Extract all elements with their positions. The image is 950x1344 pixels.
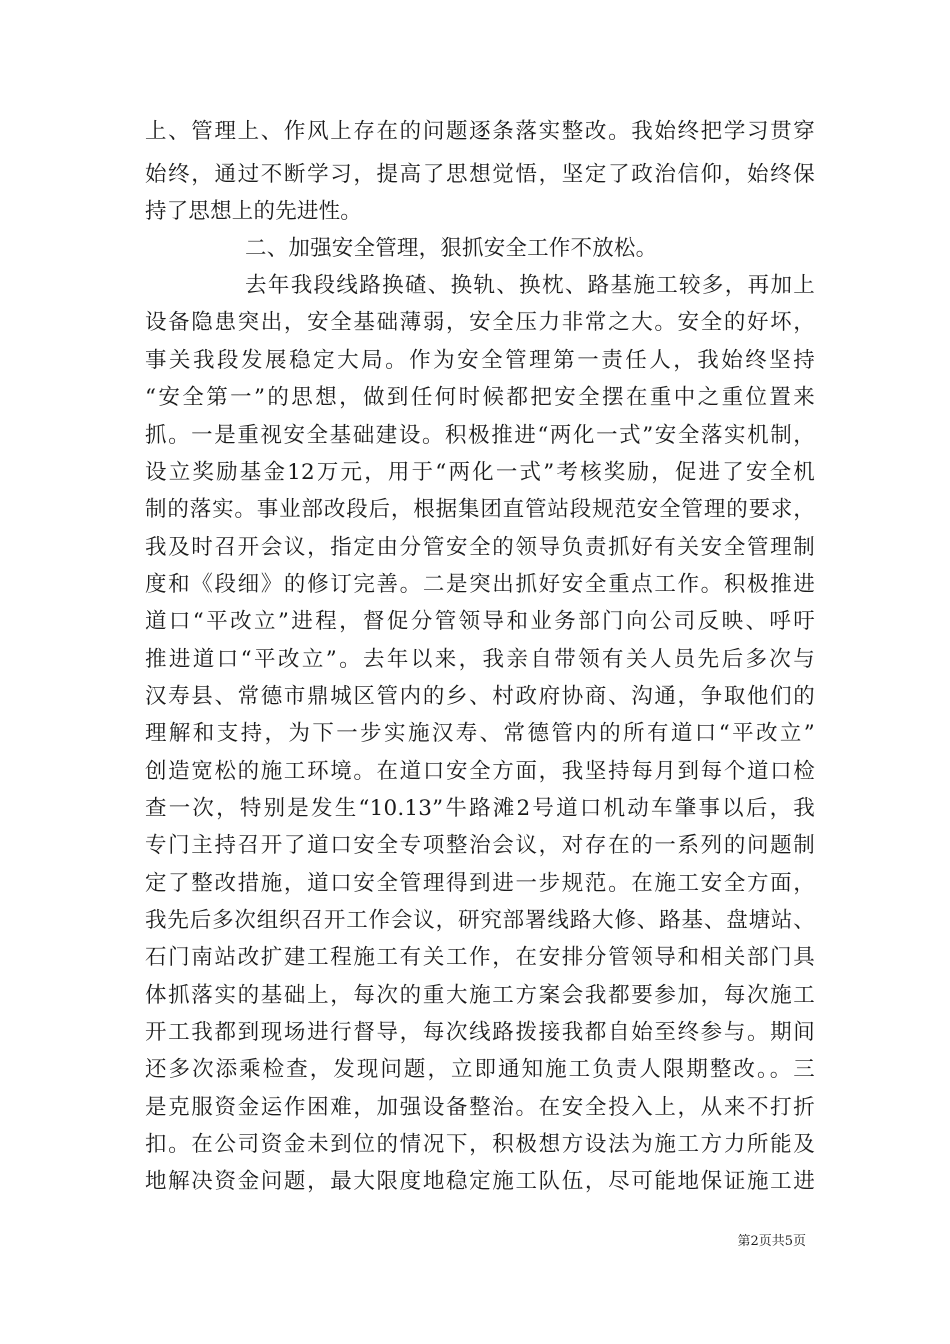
text-line: 推进道口“平改立”。去年以来，我亲自带领有关人员先后多次与	[145, 647, 815, 672]
text-line: 始终，通过不断学习，提高了思想觉悟，坚定了政治信仰，始终保	[145, 162, 815, 187]
text-line: 理解和支持，为下一步实施汉寿、常德管内的所有道口“平改立”	[145, 721, 815, 746]
text-line: 道口“平改立”进程，督促分管领导和业务部门向公司反映、呼吁	[145, 609, 815, 634]
text-line: 事关我段发展稳定大局。作为安全管理第一责任人，我始终坚持	[145, 348, 815, 373]
text-line: 定了整改措施，道口安全管理得到进一步规范。在施工安全方面，	[145, 871, 815, 896]
page-number-footer: 第2页共5页	[737, 1234, 806, 1249]
text-line: 创造宽松的施工环境。在道口安全方面，我坚持每月到每个道口检	[145, 759, 815, 784]
text-line: 设备隐患突出，安全基础薄弱，安全压力非常之大。安全的好坏，	[145, 310, 815, 335]
text-line: “安全第一”的思想，做到任何时候都把安全摆在重中之重位置来	[145, 385, 815, 410]
section-heading: 二、加强安全管理，狠抓安全工作不放松。	[245, 236, 658, 261]
text-line: 体抓落实的基础上，每次的重大施工方案会我都要参加，每次施工	[145, 983, 815, 1008]
text-line: 抓。一是重视安全基础建设。积极推进“两化一式”安全落实机制，	[145, 423, 815, 448]
text-line: 是克服资金运作困难，加强设备整治。在安全投入上，从来不打折	[145, 1095, 815, 1120]
paragraph-first-line: 去年我段线路换碴、换轨、换枕、路基施工较多，再加上	[245, 273, 815, 298]
text-line: 查一次，特别是发生“10.13”牛路滩2号道口机动车肇事以后，我	[145, 796, 815, 821]
text-line: 我及时召开会议，指定由分管安全的领导负责抓好有关安全管理制	[145, 535, 815, 560]
text-line: 地解决资金问题，最大限度地稳定施工队伍，尽可能地保证施工进	[145, 1169, 815, 1194]
text-line: 度和《段细》的修订完善。二是突出抓好安全重点工作。积极推进	[145, 572, 815, 597]
text-line: 汉寿县、常德市鼎城区管内的乡、村政府协商、沟通，争取他们的	[145, 684, 815, 709]
text-line: 设立奖励基金12万元，用于“两化一式”考核奖励，促进了安全机	[145, 460, 815, 485]
text-line: 制的落实。事业部改段后，根据集团直管站段规范安全管理的要求，	[145, 497, 815, 522]
text-line: 持了思想上的先进性。	[145, 199, 363, 224]
text-line: 上、管理上、作风上存在的问题逐条落实整改。我始终把学习贯穿	[145, 119, 815, 144]
text-line: 石门南站改扩建工程施工有关工作，在安排分管领导和相关部门具	[145, 945, 815, 970]
text-line: 还多次添乘检查，发现问题，立即通知施工负责人限期整改。。三	[145, 1057, 815, 1082]
text-line: 开工我都到现场进行督导，每次线路拨接我都自始至终参与。期间	[145, 1020, 815, 1045]
text-line: 我先后多次组织召开工作会议，研究部署线路大修、路基、盘塘站、	[145, 908, 815, 933]
text-line: 专门主持召开了道口安全专项整治会议，对存在的一系列的问题制	[145, 833, 815, 858]
text-line: 扣。在公司资金未到位的情况下，积极想方设法为施工方力所能及	[145, 1132, 815, 1157]
